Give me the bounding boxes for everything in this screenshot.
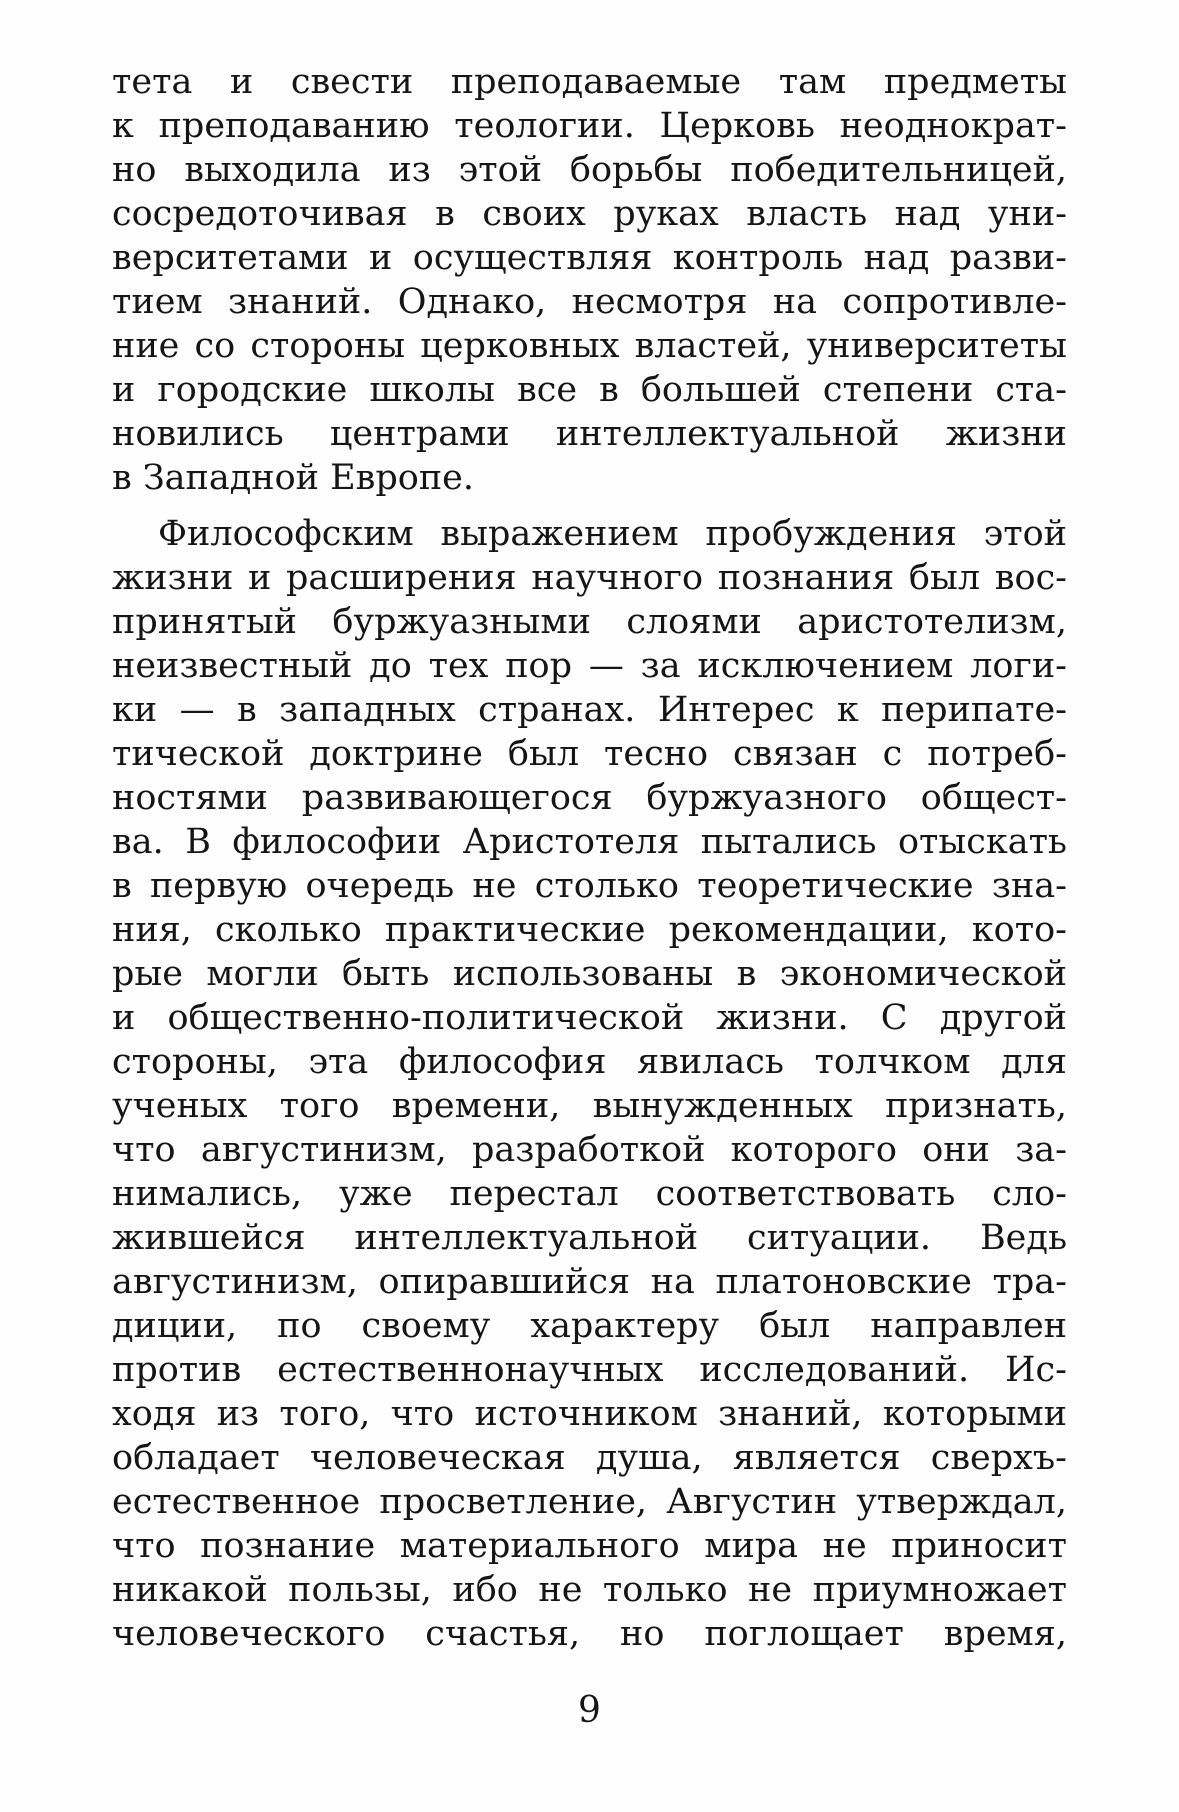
- text-line: никакой пользы, ибо не только не приумножает: [112, 1570, 1067, 1610]
- text-line: тета и свести преподаваемые там предметы: [112, 62, 1067, 102]
- text-line: обладает человеческая душа, является сверхъ-: [112, 1438, 1067, 1478]
- text-line: тием знаний. Однако, несмотря на сопротивле-: [112, 282, 1067, 322]
- text-line: новились центрами интеллектуальной жизни: [112, 414, 1067, 454]
- text-line: тической доктрине был тесно связан с потреб-: [112, 734, 1067, 774]
- text-line: ния, сколько практические рекомендации, кото-: [112, 910, 1067, 950]
- paragraph: [112, 512, 1067, 1656]
- text-line: нимались, уже перестал соответствовать сло-: [112, 1174, 1067, 1214]
- text-line: жившейся интеллектуальной ситуации. Ведь: [112, 1218, 1067, 1258]
- text-line: ходя из того, что источником знаний, которыми: [112, 1394, 1067, 1434]
- text-line: и городские школы все в большей степени ста-: [112, 370, 1067, 410]
- text-line: верситетами и осуществляя контроль над разви-: [112, 238, 1067, 278]
- text-line: августинизм, опиравшийся на платоновские тра-: [112, 1262, 1067, 1302]
- text-line: сосредоточивая в своих руках власть над уни-: [112, 194, 1067, 234]
- text-line: ученых того времени, вынужденных признать,: [112, 1086, 1067, 1126]
- text-line: естественное просветление, Августин утверждал,: [112, 1482, 1067, 1522]
- text-line: принятый буржуазными слоями аристотелизм,: [112, 602, 1067, 642]
- text-line: жизни и расширения научного познания был вос-: [112, 558, 1067, 598]
- text-line: ностями развивающегося буржуазного общест-: [112, 778, 1067, 818]
- text-line: и общественно-политической жизни. С другой: [112, 998, 1067, 1038]
- text-line: против естественнонаучных исследований. Ис-: [112, 1350, 1067, 1390]
- text-line: ки — в западных странах. Интерес к перипате-: [112, 690, 1067, 730]
- text-line: неизвестный до тех пор — за исключением логи-: [112, 646, 1067, 686]
- body-text: [112, 60, 1067, 1656]
- text-line: диции, по своему характеру был направлен: [112, 1306, 1067, 1346]
- text-line: ние со стороны церковных властей, университеты: [112, 326, 1067, 366]
- text-line: к преподаванию теологии. Церковь неоднократ-: [112, 106, 1067, 146]
- text-line: что познание материального мира не приносит: [112, 1526, 1067, 1566]
- text-line: в Западной Европе.: [112, 458, 474, 498]
- paragraph: [112, 60, 1067, 500]
- text-line: человеческого счастья, но поглощает время,: [112, 1614, 1067, 1654]
- text-line: рые могли быть использованы в экономической: [112, 954, 1067, 994]
- text-line: но выходила из этой борьбы победительницей,: [112, 150, 1067, 190]
- text-line: что августинизм, разработкой которого они за-: [112, 1130, 1067, 1170]
- text-line: в первую очередь не столько теоретические зна-: [112, 866, 1067, 906]
- text-line: ва. В философии Аристотеля пытались отыскать: [112, 822, 1067, 862]
- text-line: стороны, эта философия явилась толчком для: [112, 1042, 1067, 1082]
- page-number: 9: [578, 1690, 601, 1731]
- text-line: Философским выражением пробуждения этой: [158, 514, 1067, 554]
